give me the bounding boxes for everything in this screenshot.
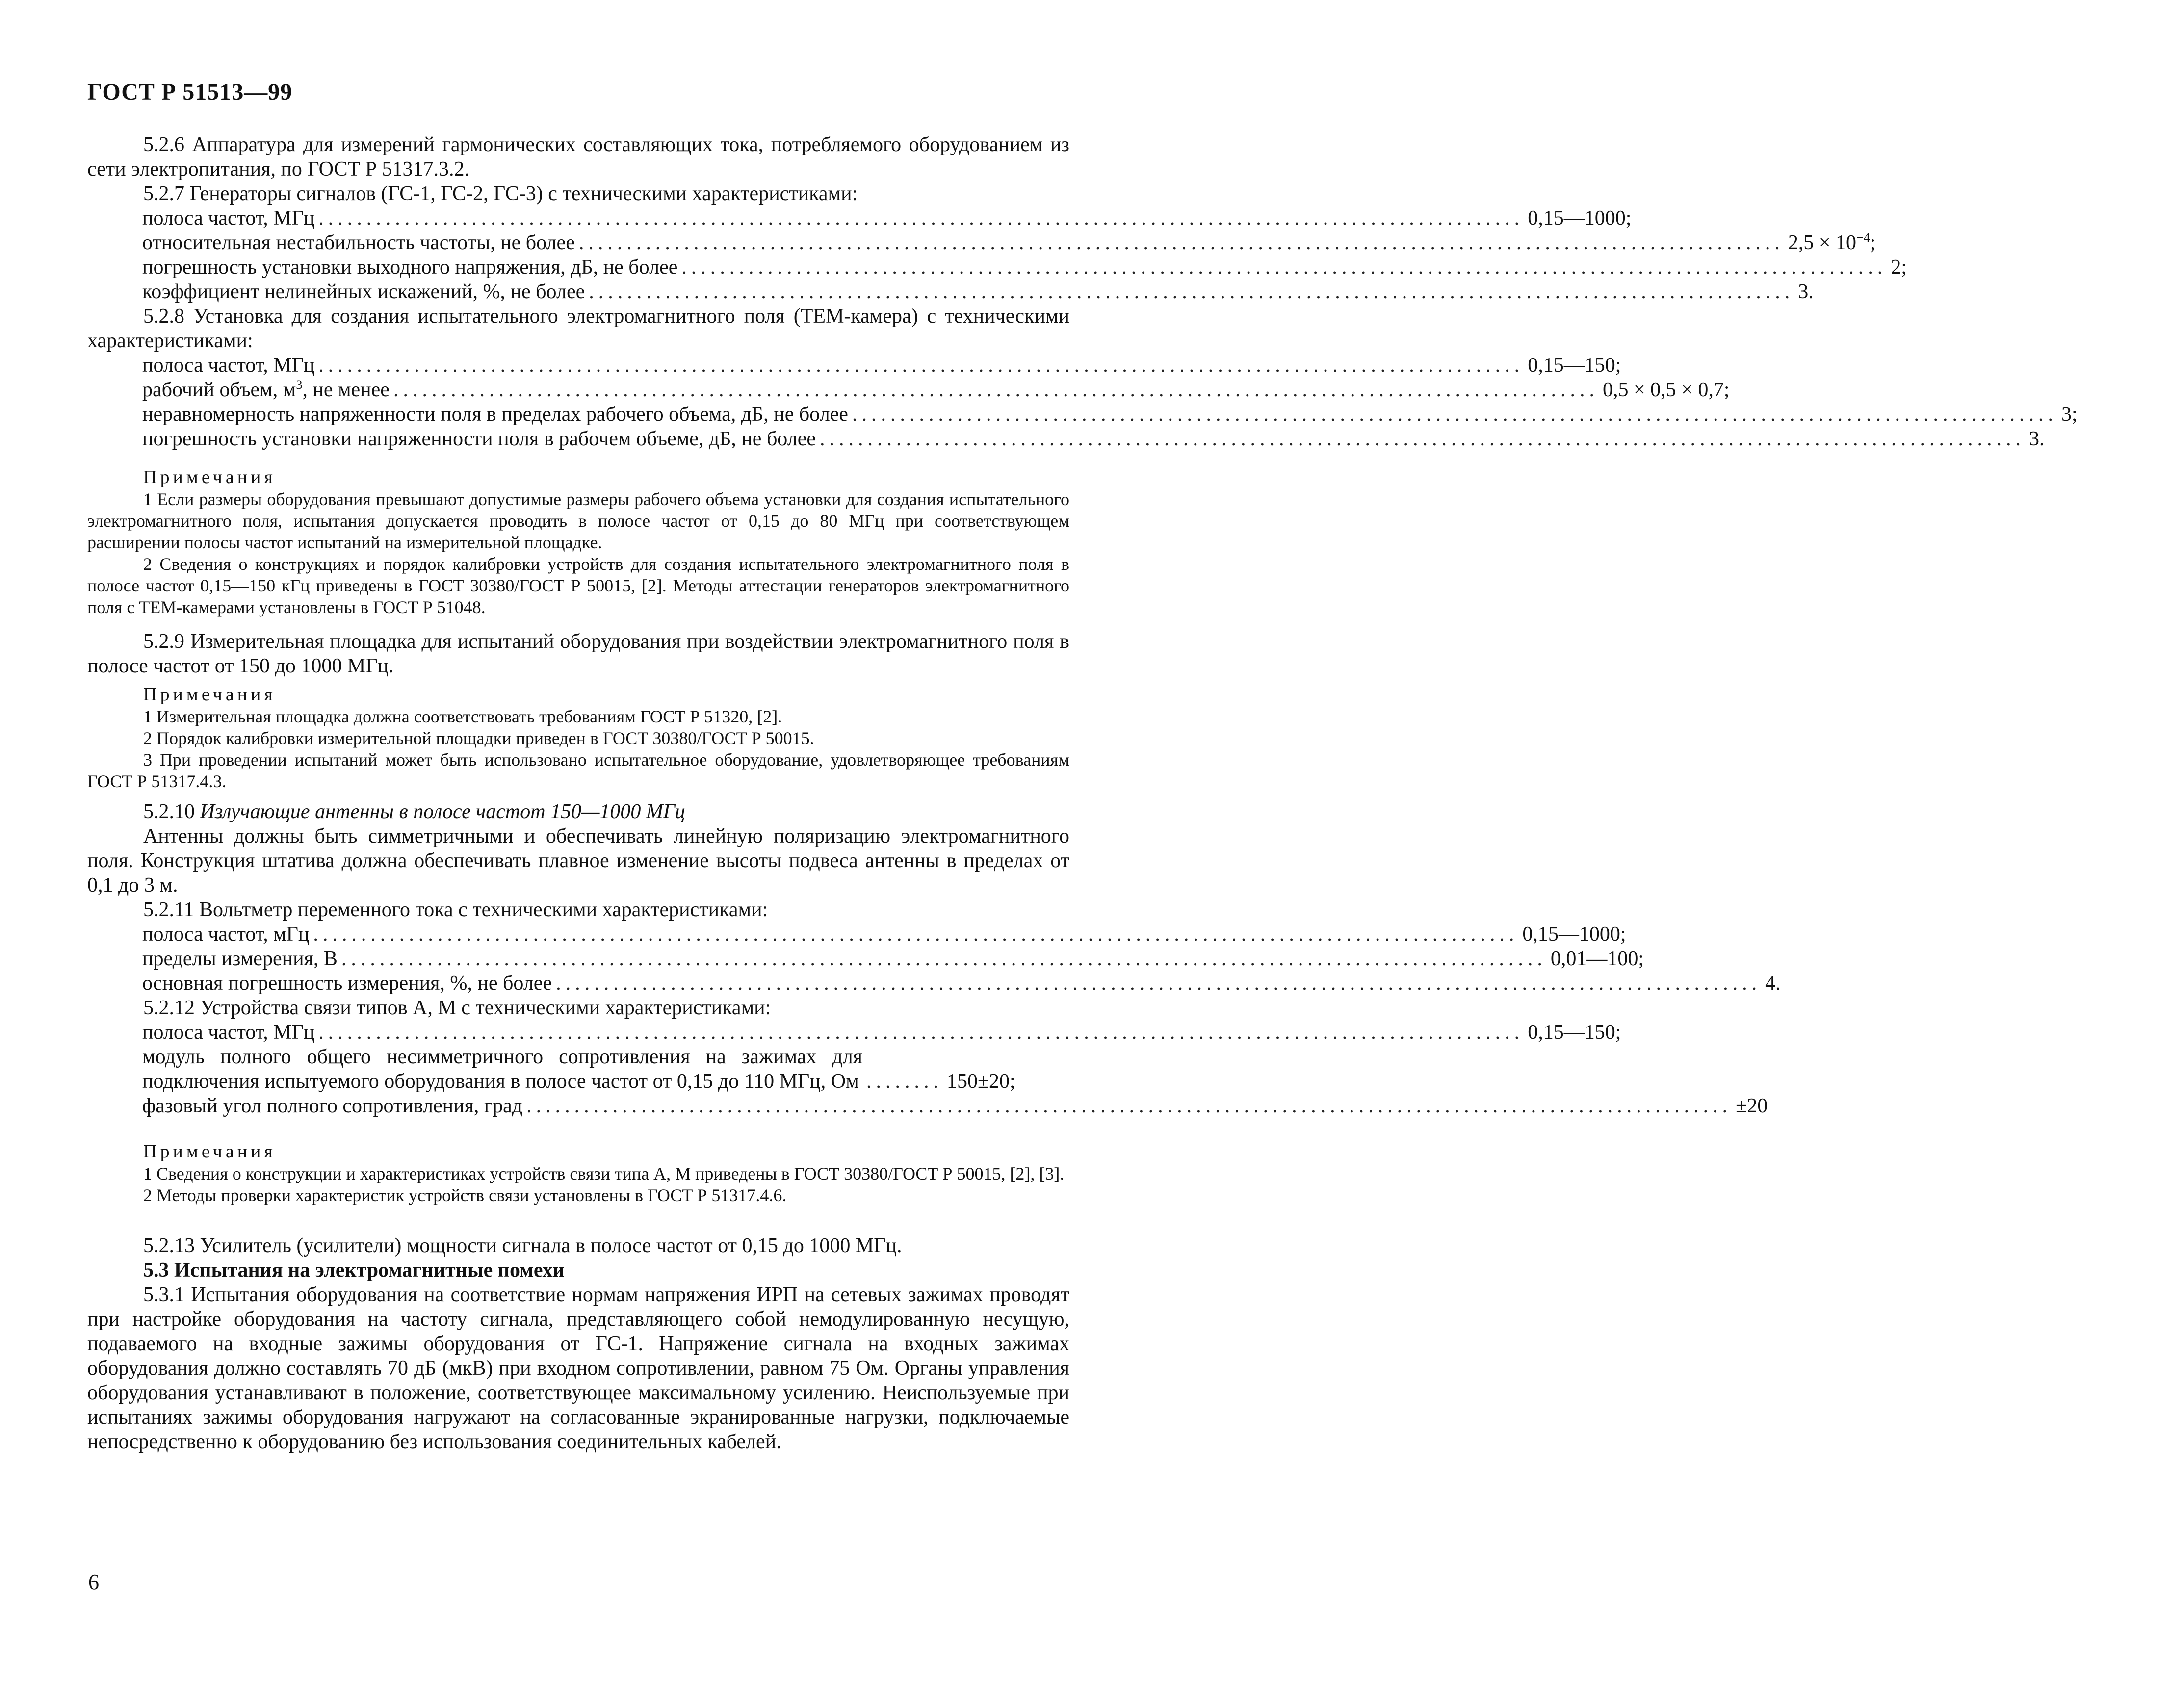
paragraph-title: 5.2.11 Вольтметр переменного тока с техническими характеристиками:	[143, 898, 768, 921]
spec-label	[142, 378, 390, 402]
paragraph-5-2-8-title	[87, 304, 1069, 353]
spec-row	[142, 1094, 1768, 1118]
spec-list-5-2-11	[142, 922, 1781, 996]
dot-leader: ..............................................................................................................................	[589, 281, 1794, 303]
notes-title: Примечания	[143, 467, 276, 488]
dot-leader: ..............................................................................................................................	[318, 354, 1524, 377]
section-heading: 5.3 Испытания на электромагнитные помехи	[143, 1259, 565, 1282]
spec-list-5-2-8	[142, 353, 2078, 451]
spec-label: модуль полного общего несимметричного сопротивления на зажимах для подключения испытуемого оборудования в полосе частот от 0,15 до 110 МГц, Ом	[142, 1046, 862, 1093]
value-exponent: −4	[1856, 231, 1870, 245]
note-item: 3 При проведении испытаний может быть использовано испытательное оборудование, удовлетворяющее требованиям ГОСТ Р 51317.4.3.	[87, 750, 1069, 791]
spec-label: погрешность установки напряженности поля в рабочем объеме, дБ, не более	[142, 428, 816, 450]
dot-leader: ........	[866, 1070, 943, 1093]
spec-value: 3.	[1798, 281, 1814, 303]
paragraph-5-2-10	[87, 799, 1069, 898]
paragraph-text: 5.2.13 Усилитель (усилители) мощности сигнала в полосе частот от 0,15 до 1000 МГц.	[143, 1234, 902, 1257]
spec-row	[142, 1020, 1621, 1045]
spec-value	[1788, 231, 1911, 255]
paragraph-text: 5.2.9 Измерительная площадка для испытаний оборудования при воздействии электромагнитного поля в полосе частот от 150 до 1000 МГц.	[87, 630, 1069, 677]
spec-label: коэффициент нелинейных искажений, %, не более	[142, 281, 585, 303]
dot-leader: ..............................................................................................................................	[852, 403, 2057, 426]
spec-value: 3.	[2029, 428, 2045, 450]
label-text: , не менее	[302, 379, 390, 401]
dot-leader: ..............................................................................................................................	[556, 972, 1762, 995]
spec-label: погрешность установки выходного напряжения, дБ, не более	[142, 256, 678, 279]
paragraph-5-2-12-title	[87, 996, 1069, 1020]
paragraph-title: 5.2.8 Установка для создания испытательного электромагнитного поля (ТЕМ-камера) с техническими характеристиками:	[87, 305, 1069, 352]
dot-leader: ..............................................................................................................................	[341, 948, 1547, 970]
value-tail: ;	[1870, 231, 1876, 254]
paragraph-title	[87, 799, 1069, 824]
document-header: ГОСТ Р 51513—99	[87, 79, 293, 105]
paragraph-5-2-11-title	[87, 898, 1069, 922]
spec-row	[142, 255, 1907, 280]
note-item: 1 Сведения о конструкции и характеристиках устройств связи типа А, М приведены в ГОСТ 30380/ГОСТ Р 50015, [2], [3].	[143, 1164, 1065, 1183]
spec-value: 0,5 × 0,5 × 0,7;	[1602, 379, 1730, 401]
spec-value: 0,01—100;	[1550, 948, 1644, 970]
spec-list-5-2-12	[142, 1020, 1768, 1118]
notes-title: Примечания	[143, 684, 276, 705]
note-item: 1 Измерительная площадка должна соответствовать требованиям ГОСТ Р 51320, [2].	[143, 707, 782, 726]
notes-block-3	[87, 1140, 1069, 1206]
dot-leader: ..............................................................................................................................	[578, 231, 1784, 254]
paragraph-text: 5.3.1 Испытания оборудования на соответствие нормам напряжения ИРП на сетевых зажимах проводят при настройке оборудования на частоту сигнала, представляющего собой немодулированную несущую, подаваемого на входные зажимы оборудования от ГС-1. Напряжение сигнала на входных зажимах оборудования должно составлять 70 дБ (мкВ) при входном сопротивлении, равном 75 Ом. Органы управления оборудования устанавливают в положение, соответствующее максимальному усилению. Неиспользуемые при испытаниях зажимы оборудования нагружают на согласованные экранированные нагрузки, подключаемые непосредственно к оборудованию без использования соединительных кабелей.	[87, 1283, 1069, 1453]
dot-leader: ..............................................................................................................................	[526, 1095, 1732, 1117]
paragraph-title: 5.2.12 Устройства связи типов А, М с техническими характеристиками:	[143, 997, 771, 1019]
section-5-3	[87, 1258, 1069, 1283]
spec-value: 0,15—150;	[1528, 354, 1621, 377]
spec-row	[142, 947, 1644, 971]
spec-value: 2;	[1891, 256, 1907, 279]
spec-value: 3;	[2061, 403, 2078, 426]
spec-value: ±20	[1736, 1095, 1768, 1117]
note-item: 2 Сведения о конструкциях и порядок калибровки устройств для создания испытательного электромагнитного поля в полосе частот 0,15—150 кГц приведены в ГОСТ 30380/ГОСТ Р 50015, [2]. Методы аттестации генераторов электромагнитного поля с ТЕМ-камерами установлены в ГОСТ Р 51048.	[87, 554, 1069, 617]
paragraph-number: 5.2.10	[143, 800, 195, 823]
paragraph-title: 5.2.7 Генераторы сигналов (ГС-1, ГС-2, ГС-3) с техническими характеристиками:	[143, 182, 858, 205]
spec-label: неравномерность напряженности поля в пределах рабочего объема, дБ, не более	[142, 403, 848, 426]
notes-block-2	[87, 683, 1069, 792]
spec-value: 0,15—1000;	[1528, 207, 1632, 230]
spec-label: полоса частот, МГц	[142, 1021, 315, 1044]
spec-value: 4.	[1765, 972, 1781, 995]
label-exponent: 3	[296, 378, 303, 392]
spec-label: фазовый угол полного сопротивления, град	[142, 1095, 523, 1117]
paragraph-5-2-9	[87, 629, 1069, 678]
page-number: 6	[88, 1570, 99, 1594]
note-item: 1 Если размеры оборудования превышают допустимые размеры рабочего объема установки для создания испытательного электромагнитного поля, испытания допускается проводить в полосе частот от 0,15 до 80 МГц при соответствующем расширении полосы частот испытаний на измерительной площадке.	[87, 489, 1069, 552]
spec-row	[142, 280, 1814, 304]
dot-leader: ..............................................................................................................................	[318, 1021, 1524, 1044]
spec-row	[142, 1045, 1069, 1094]
spec-row	[142, 922, 1626, 947]
spec-row	[142, 206, 1632, 231]
spec-label: относительная нестабильность частоты, не более	[142, 231, 575, 254]
spec-label: пределы измерения, В	[142, 948, 338, 970]
label-text: рабочий объем, м	[142, 379, 296, 401]
spec-label: полоса частот, МГц	[142, 207, 315, 230]
notes-title: Примечания	[143, 1141, 276, 1162]
spec-row	[142, 971, 1781, 996]
dot-leader: ..............................................................................................................................	[318, 207, 1524, 230]
dot-leader: ..............................................................................................................................	[313, 923, 1519, 946]
note-item: 2 Порядок калибровки измерительной площадки приведен в ГОСТ 30380/ГОСТ Р 50015.	[143, 728, 814, 748]
dot-leader: ..............................................................................................................................	[393, 379, 1599, 401]
spec-value: 150±20;	[947, 1070, 1015, 1093]
paragraph-5-3-1	[87, 1283, 1069, 1454]
dot-leader: ..............................................................................................................................	[820, 428, 2025, 450]
dot-leader: ..............................................................................................................................	[681, 256, 1887, 279]
spec-row	[142, 402, 2078, 427]
spec-label: полоса частот, МГц	[142, 354, 315, 377]
note-item: 2 Методы проверки характеристик устройств связи установлены в ГОСТ Р 51317.4.6.	[143, 1185, 787, 1205]
paragraph-5-2-7-title	[87, 181, 1069, 206]
paragraph-italic-title: Излучающие антенны в полосе частот 150—1000 МГц	[200, 800, 685, 823]
paragraph-5-2-6	[87, 132, 1069, 181]
spec-value: 0,15—150;	[1528, 1021, 1621, 1044]
paragraph-5-2-13	[87, 1233, 1069, 1258]
value-base: 2,5 × 10	[1788, 231, 1857, 254]
paragraph-text: 5.2.6 Аппаратура для измерений гармонических составляющих тока, потребляемого оборудованием из сети электропитания, по ГОСТ Р 51317.3.2.	[87, 133, 1069, 180]
spec-row	[142, 427, 2045, 451]
spec-row	[142, 353, 1621, 378]
notes-block-1	[87, 466, 1069, 618]
spec-label: полоса частот, мГц	[142, 923, 310, 946]
spec-row	[142, 378, 1730, 402]
spec-label: основная погрешность измерения, %, не более	[142, 972, 552, 995]
paragraph-text: Антенны должны быть симметричными и обеспечивать линейную поляризацию электромагнитного поля. Конструкция штатива должна обеспечивать плавное изменение высоты подвеса антенны в пределах от 0,1 до 3 м.	[87, 825, 1069, 897]
spec-value: 0,15—1000;	[1522, 923, 1626, 946]
